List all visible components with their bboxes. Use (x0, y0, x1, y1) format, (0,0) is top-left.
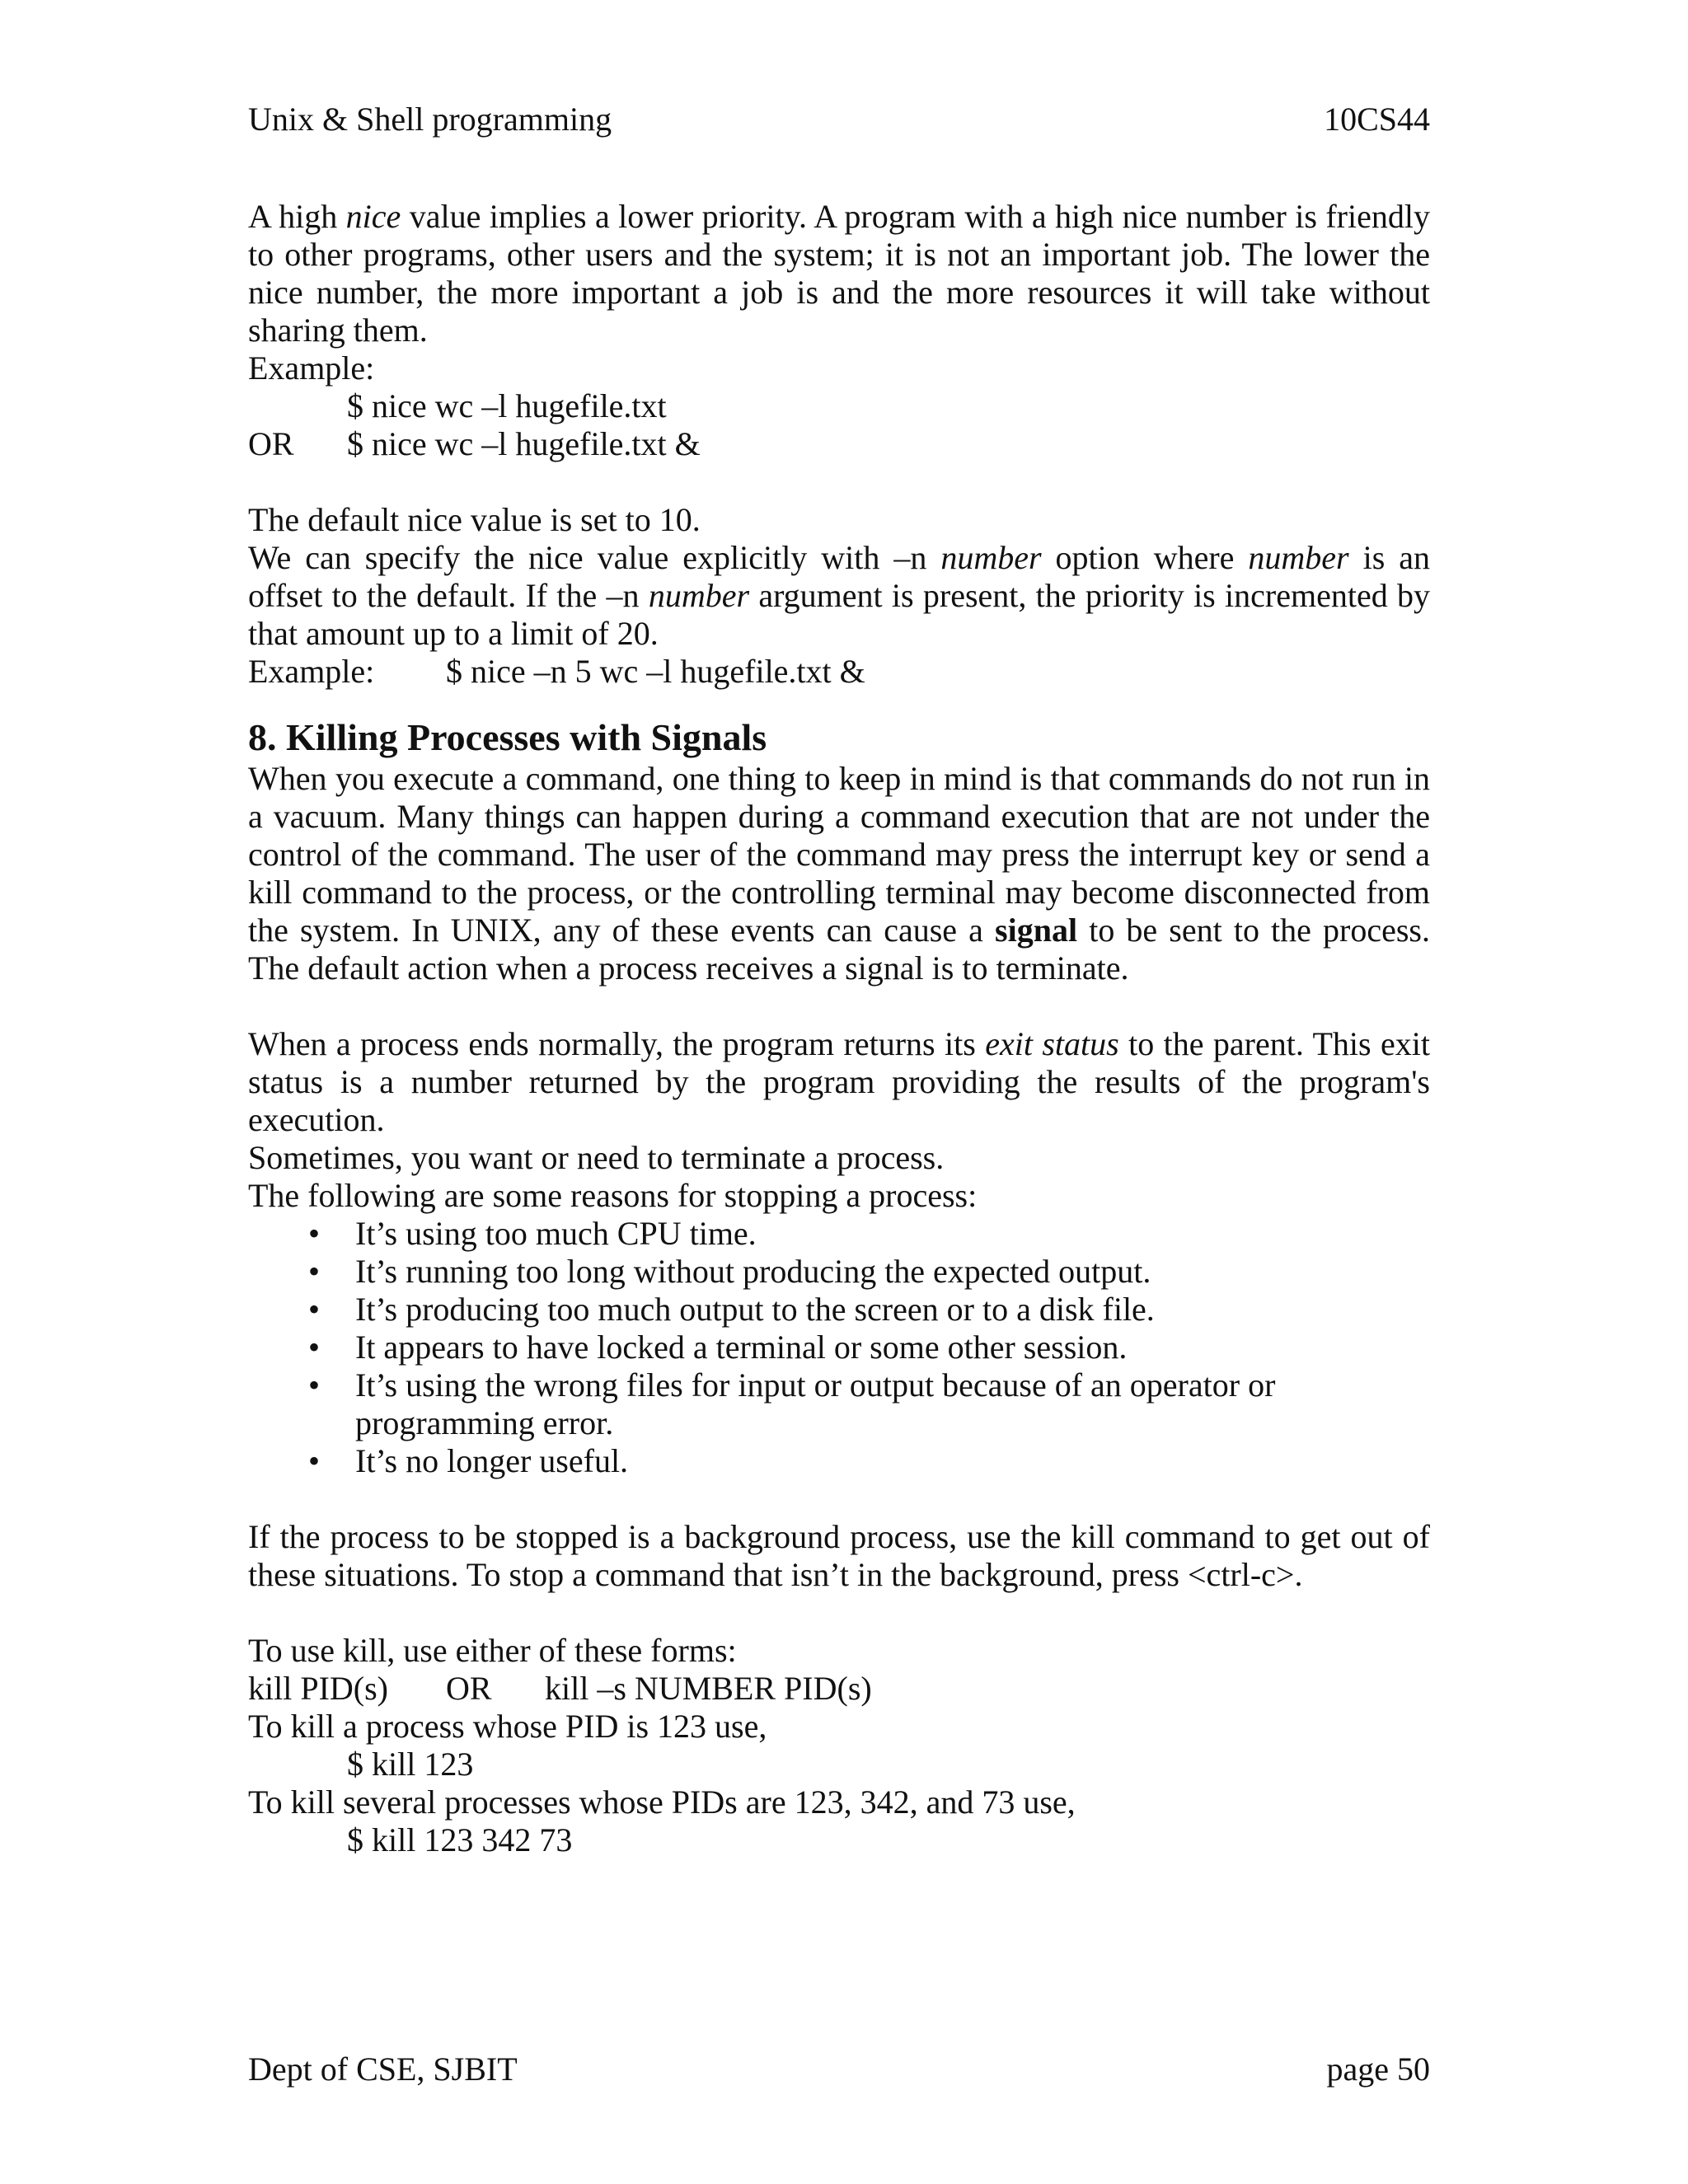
reasons-list (248, 1215, 1430, 1480)
kill-form-1: kill PID(s) (248, 1670, 388, 1707)
or-label: OR (248, 425, 294, 462)
kill-single-intro: To kill a process whose PID is 123 use, (248, 1708, 767, 1745)
bullet-icon: • (307, 1329, 320, 1366)
list-item (248, 1291, 1430, 1329)
example-2-row (248, 653, 1430, 691)
header-course-title: Unix & Shell programming (248, 101, 612, 138)
kill-form-2: kill –s NUMBER PID(s) (545, 1670, 872, 1707)
example-command-2: $ nice wc –l hugefile.txt & (347, 425, 701, 462)
italic-term: number (648, 577, 750, 614)
reasons-intro: The following are some reasons for stopping a process: (248, 1177, 978, 1214)
bullet-icon: • (307, 1366, 320, 1404)
page-number: page 50 (1326, 2050, 1430, 2088)
example-command-1: $ nice wc –l hugefile.txt (347, 387, 667, 424)
terminate-paragraph: Sometimes, you want or need to terminate a process. (248, 1139, 945, 1176)
example-label: Example: (248, 349, 375, 387)
section-heading: 8. Killing Processes with Signals (248, 716, 767, 758)
text-run: to be sent to the process. The default action when a process receives a signal is to terminate. (248, 912, 1430, 987)
page-content (248, 198, 1430, 1859)
list-item (248, 1329, 1430, 1366)
list-item-text: It’s running too long without producing the expected output. (355, 1253, 1151, 1290)
text-run: is an offset to the default. If the –n (248, 539, 1430, 614)
example-label: Example: (248, 653, 375, 690)
default-nice-paragraph: The default nice value is set to 10. (248, 501, 701, 538)
kill-single-command: $ kill 123 (347, 1746, 474, 1783)
kill-multi-command: $ kill 123 342 73 (347, 1821, 573, 1858)
bullet-icon: • (307, 1215, 320, 1252)
italic-term: number (1248, 539, 1349, 576)
bullet-icon: • (307, 1253, 320, 1290)
or-label: OR (446, 1670, 492, 1707)
nice-option-paragraph (248, 539, 1430, 653)
page-header (248, 101, 1430, 138)
text-run: option where (1041, 539, 1249, 576)
kill-intro: To use kill, use either of these forms: (248, 1632, 737, 1669)
footer-department: Dept of CSE, SJBIT (248, 2050, 518, 2088)
list-item-text: It’s using too much CPU time. (355, 1215, 757, 1252)
text-run: A high (248, 198, 346, 235)
nice-value-paragraph (248, 198, 1430, 349)
bold-term: signal (995, 912, 1078, 949)
example-command: $ nice –n 5 wc –l hugefile.txt & (446, 653, 865, 690)
example-or-row (248, 425, 1430, 463)
text-run: We can specify the nice value explicitly with –n (248, 539, 941, 576)
header-course-code: 10CS44 (1324, 101, 1430, 138)
list-item-text: It’s using the wrong files for input or output because of an operator or programming error. (355, 1366, 1276, 1441)
italic-term: exit status (985, 1025, 1119, 1062)
text-run: When you execute a command, one thing to keep in mind is that commands do not run in a vacuum. Many things can happen during a command execution that are not under the control of the command. The user of the command may press the interrupt key or send a kill command to the process, or the controlling terminal may become disconnected from the system. In UNIX, any of these events can cause a (248, 760, 1430, 949)
background-process-paragraph: If the process to be stopped is a background process, use the kill command to get out of these situations. To stop a command that isn’t in the background, press <ctrl-c>. (248, 1518, 1430, 1593)
italic-term: nice (345, 198, 401, 235)
list-item (248, 1253, 1430, 1291)
list-item-text: It appears to have locked a terminal or some other session. (355, 1329, 1128, 1366)
list-item (248, 1442, 1430, 1480)
kill-forms-row (248, 1670, 1430, 1708)
text-run: argument is present, the priority is incremented by that amount up to a limit of 20. (248, 577, 1430, 652)
list-item-text: It’s no longer useful. (355, 1442, 629, 1479)
italic-term: number (940, 539, 1042, 576)
page-footer (248, 2050, 1430, 2088)
list-item (248, 1366, 1430, 1442)
kill-multi-intro: To kill several processes whose PIDs are 123, 342, and 73 use, (248, 1783, 1076, 1821)
bullet-icon: • (307, 1291, 320, 1328)
list-item (248, 1215, 1430, 1253)
text-run: value implies a lower priority. A program with a high nice number is friendly to other programs, other users and the system; it is not an important job. The lower the nice number, the more important a job is and the more resources it will take without sharing them. (248, 198, 1430, 349)
signals-paragraph (248, 760, 1430, 987)
exit-status-paragraph (248, 1025, 1430, 1139)
text-run: to the parent. This exit status is a number returned by the program providing the results of the program's execution. (248, 1025, 1430, 1138)
bullet-icon: • (307, 1442, 320, 1479)
list-item-text: It’s producing too much output to the screen or to a disk file. (355, 1291, 1155, 1328)
text-run: When a process ends normally, the program returns its (248, 1025, 986, 1062)
